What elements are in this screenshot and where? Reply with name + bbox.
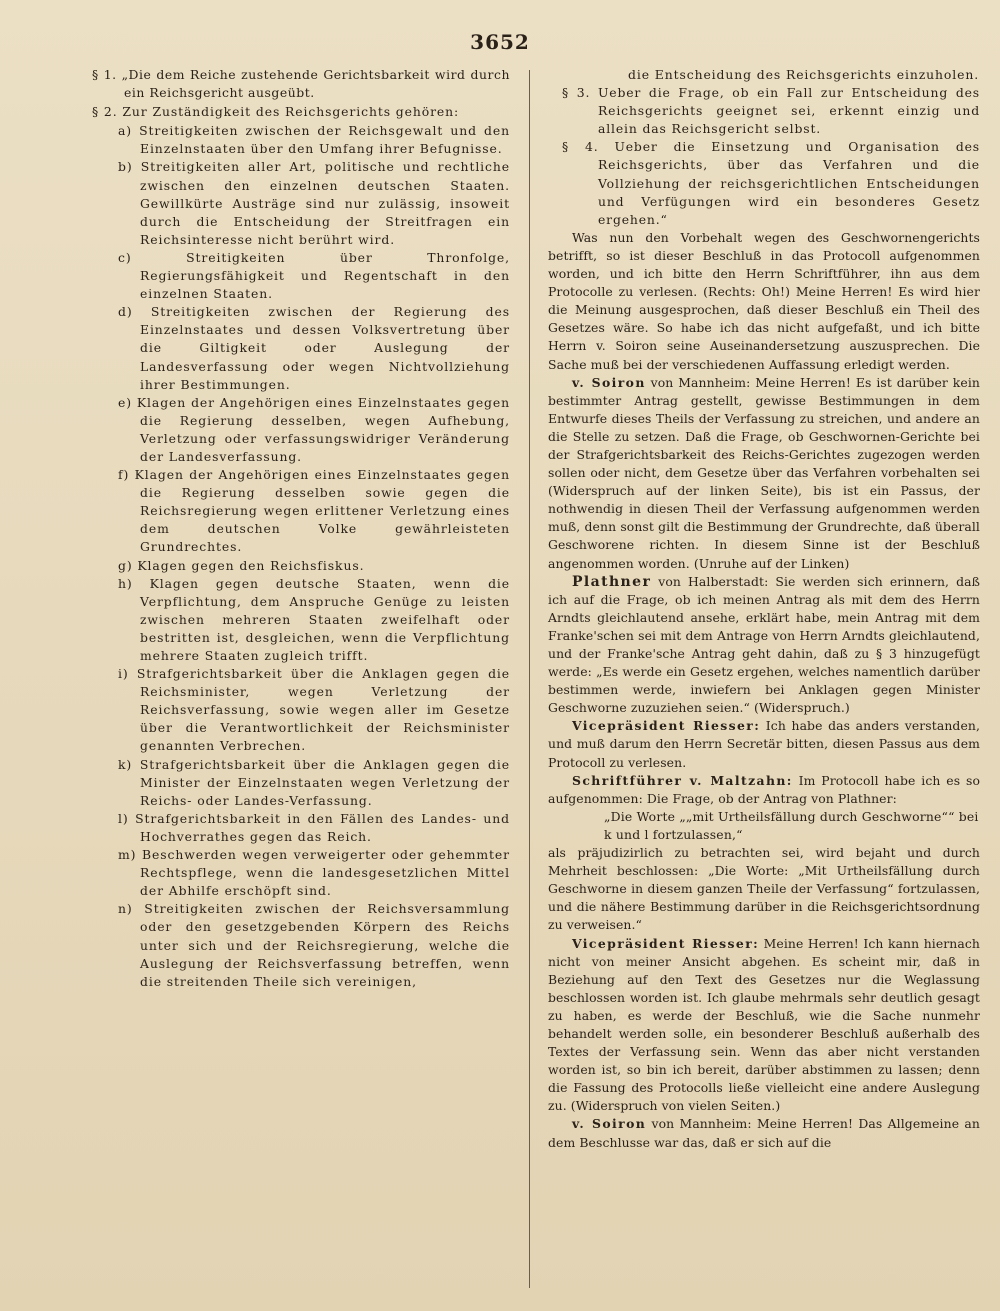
section-4: § 4. Ueber die Einsetzung und Organisation des Reichsgerichts, über das Verfahren und die Vollziehung der reichsgerichtlichen Entscheidungen und Verfügungen wird ein besonderes Gesetz ergehen.“ (562, 139, 980, 227)
section-2: § 2. Zur Zuständigkeit des Reichsgerichts gehören: (92, 104, 460, 120)
quoted-motion: „Die Worte „„mit Urtheilsfällung durch Geschworne““ bei k und l fortzulassen,“ (604, 808, 979, 842)
list-item-m: m) Beschwerden wegen verweigerter oder gehemmter Rechtspflege, wenn die landesgesetzlichen Mittel der Abhilfe erschöpft sind. (118, 847, 510, 899)
speech-text: von Mannheim: Meine Herren! Es ist darüber kein bestimmter Antrag gestellt, gewisse Bestimmungen in dem Entwurfe dieses Theils der Verfassung zu streichen, und andere an die Stelle zu setzen. Daß die Frage, ob Geschwornen-Gerichte bei der Strafgerichtsbarkeit des Reichs-Gerichtes zugezogen werden sollen oder nicht, dem Gesetze über das Verfahren vorbehalten sei (Widerspruch auf der linken Seite), bis ist ein Passus, der nothwendig in diesen Theil der Verfassung aufgenommen werden muß, denn sonst gilt die Bestimmung der Grundrechte, daß überall Geschworene richten. In diesem Sinne ist der Beschluß angenommen worden. (Unruhe auf der Linken) (548, 374, 980, 571)
speaker-name: v. Soiron (572, 374, 646, 390)
list-item-h: h) Klagen gegen deutsche Staaten, wenn die Verpflichtung, dem Anspruche Genüge zu leisten zwischen mehreren Staaten zweifelhaft oder bestritten ist, desgleichen, wenn die Verpflichtung mehrere Staaten zugleich trifft. (118, 575, 510, 663)
speaker-name: Plathner (572, 573, 652, 590)
speech-soiron-2 (548, 1115, 980, 1151)
list-item-g: g) Klagen gegen den Reichsfiskus. (118, 557, 365, 573)
list-item-d: d) Streitigkeiten zwischen der Regierung des Einzelnstaates und dessen Volksvertretung über die Giltigkeit oder Auslegung der Landesverfassung oder wegen Nichtvollziehung ihrer Bestimmungen. (118, 304, 510, 392)
speaker-name: Vicepräsident Riesser: (572, 718, 761, 734)
section-1: § 1. „Die dem Reiche zustehende Gerichtsbarkeit wird durch ein Reichsgericht ausgeübt. (92, 67, 510, 101)
column-divider (529, 70, 530, 1288)
list-item-f: f) Klagen der Angehörigen eines Einzelnstaates gegen die Regierung desselben sowie gegen die Reichsregierung wegen erlittener Verletzung eines dem deutschen Volke gewährleisteten Grundrechtes. (118, 467, 510, 555)
list-item-n: n) Streitigkeiten zwischen der Reichsversammlung oder den gesetzgebenden Körpern des Reichs unter sich und der Reichsregierung, welche die Auslegung der Reichsverfassung betreffen, wenn die streitenden Theile sich vereinigen, (118, 901, 510, 989)
speech-text: Meine Herren! Ich kann hiernach nicht von meiner Ansicht abgehen. Es scheint mir, daß in Beziehung auf den Text des Gesetzes nur die Weglassung beschlossen worden ist. Ich glaube mehrmals sehr deutlich gesagt zu haben, es werde der Beschluß, wie die Sache nunmehr behandelt werden solle, ein besonderer Beschluß außerhalb des Textes der Verfassung sein. Wenn das aber nicht verstanden worden ist, so bin ich bereit, darüber abstimmen zu lassen; denn die Fassung des Protocolls ließe vielleicht eine andere Auslegung zu. (Widerspruch von vielen Seiten.) (548, 935, 980, 1114)
page-number: 3652 (470, 30, 530, 54)
list-item-b: b) Streitigkeiten aller Art, politische und rechtliche zwischen den einzelnen deutschen Staaten. Gewillkürte Austräge sind nur zulässig, insoweit durch die Entscheidung der Streitfragen ein Reichsinteresse nicht berührt wird. (118, 159, 510, 247)
speech-text: von Halberstadt: Sie werden sich erinnern, daß ich auf die Frage, ob ich meinen Antrag als mit dem des Herrn Arndts gleichlautend ansehe, erklärt habe, mein Antrag mit dem Franke'schen sei mit dem Antrage von Herrn Arndts gleichlautend, und der Franke'sche Antrag geht dahin, daß zu § 3 hinzugefügt werde: „Es werde ein Gesetz ergehen, welches namentlich darüber bestimmen werde, inwiefern bei Anklagen gegen Minister Geschworne zuzuziehen seien.“ (Widerspruch.) (548, 573, 980, 716)
speech-maltzahn (548, 772, 980, 808)
list-item-c: c) Streitigkeiten über Thronfolge, Regierungsfähigkeit und Regentschaft in den einzelnen Staaten. (118, 249, 510, 302)
speech-riesser-2 (548, 935, 980, 1116)
speech-paragraph: als präjudizirlich zu betrachten sei, wird bejaht und durch Mehrheit beschlossen: „Die Worte: „Mit Urtheilsfällung durch Geschworne in diesem ganzen Theile der Verfassung“ fortzulassen, und die nähere Bestimmung darüber in die Reichsgerichtsordnung zu verweisen.“ (548, 845, 980, 933)
speech-text: Im Protocoll habe ich es so aufgenommen: Die Frage, ob der Antrag von Plathner: (548, 772, 981, 806)
speech-paragraph: Was nun den Vorbehalt wegen des Geschwornengerichts betrifft, so ist dieser Beschluß in das Protocoll aufgenommen worden, und ich bitte den Herrn Schriftführer, ihn aus dem Protocolle zu verlesen. (Rechts: Oh!) Meine Herren! Es wird hier die Meinung ausgesprochen, daß dieser Beschluß ein Theil des Gesetzes wäre. So habe ich das nicht aufgefaßt, und ich bitte Herrn v. Soiron seine Auseinandersetzung auszusprechen. Die Sache muß bei der verschiedenen Auffassung erledigt werden. (548, 229, 980, 372)
left-column (92, 66, 510, 991)
list-item-a: a) Streitigkeiten zwischen der Reichsgewalt und den Einzelnstaaten über den Umfang ihrer Befugnisse. (118, 123, 510, 157)
speech-plathner (548, 573, 980, 718)
list-item-l: l) Strafgerichtsbarkeit in den Fällen des Landes- und Hochverrathes gegen das Reich. (118, 810, 510, 844)
right-column (548, 66, 980, 1152)
section-3: § 3. Ueber die Frage, ob ein Fall zur Entscheidung des Reichsgerichts geeignet sei, erkennt einzig und allein das Reichsgericht selbst. (562, 85, 980, 137)
speech-soiron-1 (548, 374, 980, 573)
speaker-name: Schriftführer v. Maltzahn: (572, 772, 793, 788)
speech-text: Ich habe das anders verstanden, und muß darum den Herrn Secretär bitten, diesen Passus aus dem Protocoll zu verlesen. (548, 718, 980, 770)
item-n-continuation: die Entscheidung des Reichsgerichts einzuholen. (628, 67, 980, 82)
list-item-e: e) Klagen der Angehörigen eines Einzelnstaates gegen die Regierung desselben, wegen Aufhebung, Verletzung oder verfassungswidriger Veränderung der Landesverfassung. (118, 394, 510, 464)
speech-riesser-1 (548, 717, 980, 771)
speech-text: von Mannheim: Meine Herren! Das Allgemeine an dem Beschlusse war das, daß er sich auf die (548, 1116, 980, 1150)
list-item-i: i) Strafgerichtsbarkeit über die Anklagen gegen die Reichsminister, wegen Verletzung der Reichsverfassung, sowie wegen aller im Gesetze über die Verantwortlichkeit der Reichsminister genannten Verbrechen. (118, 666, 510, 754)
speaker-name: v. Soiron (572, 1116, 647, 1132)
list-item-k: k) Strafgerichtsbarkeit über die Anklagen gegen die Minister der Einzelnstaaten wegen Verletzung der Reichs- oder Landes-Verfassung. (118, 756, 510, 808)
speaker-name: Vicepräsident Riesser: (572, 935, 760, 951)
